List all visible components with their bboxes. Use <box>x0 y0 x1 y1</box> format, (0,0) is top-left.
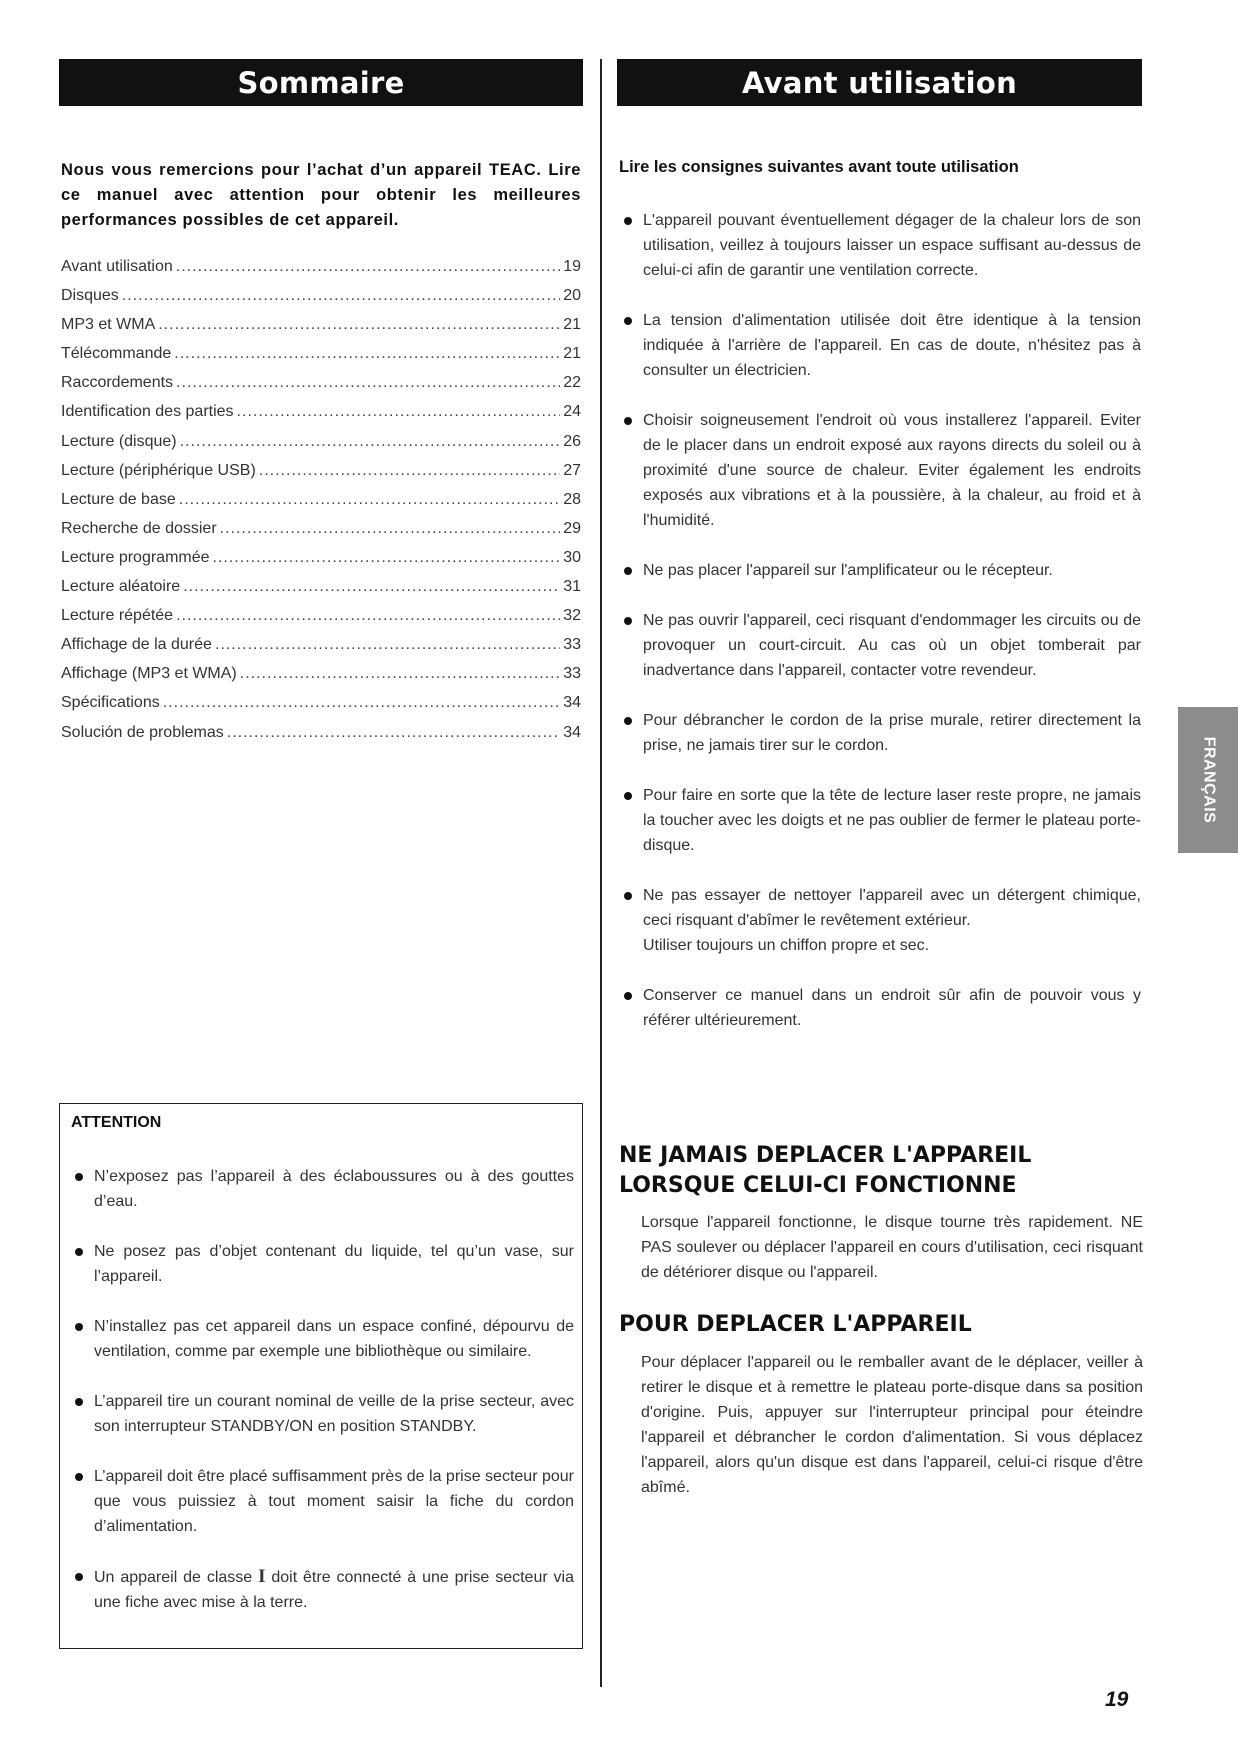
toc-label: Lecture programmée <box>61 548 210 566</box>
toc-leader-dots <box>176 607 560 625</box>
toc-item[interactable] <box>61 433 581 462</box>
list-item <box>619 608 1141 683</box>
toc-page-number: 20 <box>563 287 581 305</box>
toc-leader-dots <box>174 345 560 363</box>
bullet-icon <box>624 717 632 725</box>
toc-item[interactable] <box>61 549 581 578</box>
consignes-heading: Lire les consignes suivantes avant toute utilisation <box>619 158 1019 176</box>
toc-leader-dots <box>240 665 560 683</box>
bullet-icon <box>75 1573 83 1581</box>
bullet-icon <box>75 1473 83 1481</box>
attention-text: Ne posez pas d’objet contenant du liquide, tel qu’un vase, sur l’appareil. <box>94 1243 574 1285</box>
list-item <box>70 1564 574 1615</box>
list-item <box>619 983 1141 1033</box>
attention-text-after: doit être connecté à une prise secteur via une fiche avec mise à la terre. <box>94 1569 575 1611</box>
toc-label: Télécommande <box>61 345 172 363</box>
toc-page-number: 33 <box>563 636 581 654</box>
bullet-icon <box>624 992 632 1000</box>
toc-label: Disques <box>61 287 119 305</box>
list-item <box>619 308 1141 383</box>
list-item <box>619 208 1141 283</box>
toc-item[interactable] <box>61 258 581 287</box>
attention-list <box>70 1164 574 1640</box>
toc-leader-dots <box>259 462 560 480</box>
toc-item[interactable] <box>61 724 581 753</box>
page-number: 19 <box>1105 1688 1129 1711</box>
attention-text-before: Un appareil de classe <box>94 1569 259 1586</box>
toc-leader-dots <box>237 403 561 421</box>
toc-page-number: 34 <box>563 694 581 712</box>
toc-item[interactable] <box>61 491 581 520</box>
toc-page-number: 31 <box>563 578 581 596</box>
toc-page-number: 21 <box>563 345 581 363</box>
toc-page-number: 28 <box>563 490 581 508</box>
section-body-pour-deplacer: Pour déplacer l'appareil ou le remballer avant de le déplacer, veiller à retirer le disque et à remettre le plateau porte-disque dans sa position d'origine. Puis, appuyer sur l'interrupteur principal pour éteindre l'appareil et débrancher le cordon d'alimentation. Si vous déplacez l'appareil, alors qu'un disque est dans l'appareil, celui-ci risque d'être abîmé. <box>641 1354 1143 1496</box>
consigne-text: Pour débrancher le cordon de la prise murale, retirer directement la prise, ne jamais tirer sur le cordon. <box>643 712 1141 754</box>
language-tab-label: FRANÇAIS <box>1200 736 1218 824</box>
toc-page-number: 19 <box>563 258 581 275</box>
intro-text: Nous vous remercions pour l’achat d’un appareil TEAC. Lire ce manuel avec attention pour obtenir les meilleures performances possibles de cet appareil. <box>61 161 581 229</box>
toc-item[interactable] <box>61 374 581 403</box>
toc-label: Lecture (périphérique USB) <box>61 461 256 479</box>
list-item <box>619 708 1141 758</box>
toc-leader-dots <box>227 724 560 742</box>
bullet-icon <box>75 1398 83 1406</box>
consigne-text: La tension d'alimentation utilisée doit être identique à la tension indiquée à l'arrière de l'appareil. En cas de doute, n'hésitez pas à consulter un électricien. <box>643 312 1141 379</box>
toc-label: Lecture répétée <box>61 607 174 625</box>
toc-item[interactable] <box>61 636 581 665</box>
toc-label: Avant utilisation <box>61 258 173 275</box>
list-item <box>619 783 1141 858</box>
attention-text: L’appareil doit être placé suffisamment près de la prise secteur pour que vous puissiez à tout moment saisir la fiche du cordon d’alimentation. <box>94 1468 574 1535</box>
list-item <box>70 1389 574 1439</box>
consigne-text: Choisir soigneusement l'endroit où vous installerez l'appareil. Eviter de le placer dans un endroit exposé aux rayons directs du soleil ou à proximité d'une source de chaleur. Eviter également les endroits exposés aux vibrations et à la poussière, à la chaleur, au froid et à l'humidité. <box>643 412 1141 529</box>
toc-label: Lecture (disque) <box>61 432 177 450</box>
toc-page-number: 29 <box>563 519 581 537</box>
toc-page-number: 32 <box>563 607 581 625</box>
list-item <box>70 1164 574 1214</box>
section-title-ne-jamais-deplacer: NE JAMAIS DEPLACER L'APPAREIL LORSQUE CELUI-CI FONCTIONNE <box>619 1143 1032 1198</box>
toc-item[interactable] <box>61 665 581 694</box>
list-item <box>70 1314 574 1364</box>
toc-label: MP3 et WMA <box>61 316 156 334</box>
consigne-extra-text: Utiliser toujours un chiffon propre et sec. <box>643 937 930 954</box>
toc-page-number: 24 <box>563 403 581 421</box>
toc-leader-dots <box>183 578 560 596</box>
toc-page-number: 30 <box>563 548 581 566</box>
toc-page-number: 21 <box>563 316 581 334</box>
list-item <box>619 883 1141 958</box>
toc-leader-dots <box>215 636 560 654</box>
bullet-icon <box>624 892 632 900</box>
toc-leader-dots <box>213 549 561 567</box>
toc-label: Recherche de dossier <box>61 519 217 537</box>
bullet-icon <box>75 1323 83 1331</box>
sommaire-title: Sommaire <box>59 59 583 106</box>
attention-text: N’exposez pas l’appareil à des éclaboussures ou à des gouttes d’eau. <box>94 1168 574 1210</box>
toc-leader-dots <box>122 287 560 305</box>
section-body-ne-jamais-deplacer: Lorsque l'appareil fonctionne, le disque tourne très rapidement. NE PAS soulever ou déplacer l'appareil en cours d'utilisation, ceci risquant de détériorer disque ou l'appareil. <box>641 1214 1143 1281</box>
toc-leader-dots <box>220 520 561 538</box>
toc-item[interactable] <box>61 520 581 549</box>
attention-title: ATTENTION <box>71 1114 162 1131</box>
consigne-text: Ne pas essayer de nettoyer l'appareil avec un détergent chimique, ceci risquant d'abîmer le revêtement extérieur. <box>643 887 1141 929</box>
toc-page-number: 33 <box>563 665 581 683</box>
consigne-text: Ne pas ouvrir l'appareil, ceci risquant d'endommager les circuits ou de provoquer un court-circuit. Au cas où un objet tomberait par inadvertance dans l'appareil, contacter votre revendeur. <box>643 612 1141 679</box>
toc-label: Spécifications <box>61 694 160 712</box>
toc-item[interactable] <box>61 694 581 723</box>
consignes-list <box>619 208 1141 1058</box>
language-tab <box>1178 707 1238 853</box>
bullet-icon <box>624 417 632 425</box>
toc-leader-dots <box>179 491 560 509</box>
toc-label: Lecture de base <box>61 490 176 508</box>
consigne-text: Conserver ce manuel dans un endroit sûr afin de pouvoir vous y référer ultérieurement. <box>643 987 1141 1029</box>
consigne-text: Pour faire en sorte que la tête de lecture laser reste propre, ne jamais la toucher avec les doigts et ne pas oublier de fermer le plateau porte-disque. <box>643 787 1141 854</box>
toc-item[interactable] <box>61 578 581 607</box>
toc-leader-dots <box>163 694 560 712</box>
toc-page-number: 22 <box>563 374 581 392</box>
toc-page-number: 27 <box>563 461 581 479</box>
class-one-symbol: I <box>258 1566 266 1587</box>
bullet-icon <box>624 217 632 225</box>
bullet-icon <box>624 792 632 800</box>
toc-item[interactable] <box>61 607 581 636</box>
toc-label: Solución de problemas <box>61 723 224 741</box>
toc-item[interactable] <box>61 345 581 374</box>
toc-page-number: 26 <box>563 432 581 450</box>
avant-utilisation-title: Avant utilisation <box>617 59 1142 106</box>
table-of-contents <box>61 258 581 753</box>
consigne-text: Ne pas placer l'appareil sur l'amplificateur ou le récepteur. <box>643 562 1053 579</box>
toc-page-number: 34 <box>563 723 581 741</box>
column-divider <box>600 59 602 1687</box>
attention-text: L’appareil tire un courant nominal de veille de la prise secteur, avec son interrupteur STANDBY/ON en position STANDBY. <box>94 1393 574 1435</box>
list-item <box>70 1239 574 1289</box>
toc-item[interactable] <box>61 403 581 432</box>
attention-text: N’installez pas cet appareil dans un espace confiné, dépourvu de ventilation, comme par exemple une bibliothèque ou similaire. <box>94 1318 574 1360</box>
bullet-icon <box>75 1173 83 1181</box>
toc-label: Affichage de la durée <box>61 636 212 654</box>
attention-box <box>59 1103 583 1649</box>
toc-leader-dots <box>180 433 561 451</box>
toc-label: Identification des parties <box>61 403 234 421</box>
toc-leader-dots <box>176 374 560 392</box>
section-title-pour-deplacer: POUR DEPLACER L'APPAREIL <box>619 1312 972 1337</box>
toc-leader-dots <box>158 316 560 334</box>
bullet-icon <box>624 567 632 575</box>
list-item <box>619 408 1141 533</box>
toc-label: Affichage (MP3 et WMA) <box>61 665 237 683</box>
toc-label: Raccordements <box>61 374 174 392</box>
bullet-icon <box>75 1248 83 1256</box>
toc-item[interactable] <box>61 316 581 345</box>
list-item <box>619 558 1141 583</box>
bullet-icon <box>624 617 632 625</box>
bullet-icon <box>624 317 632 325</box>
toc-item[interactable] <box>61 462 581 491</box>
consigne-text: L'appareil pouvant éventuellement dégager de la chaleur lors de son utilisation, veillez à toujours laisser un espace suffisant au-dessus de celui-ci afin de garantir une ventilation correcte. <box>643 212 1141 279</box>
toc-label: Lecture aléatoire <box>61 578 181 596</box>
list-item <box>70 1464 574 1539</box>
toc-item[interactable] <box>61 287 581 316</box>
toc-leader-dots <box>176 258 560 276</box>
